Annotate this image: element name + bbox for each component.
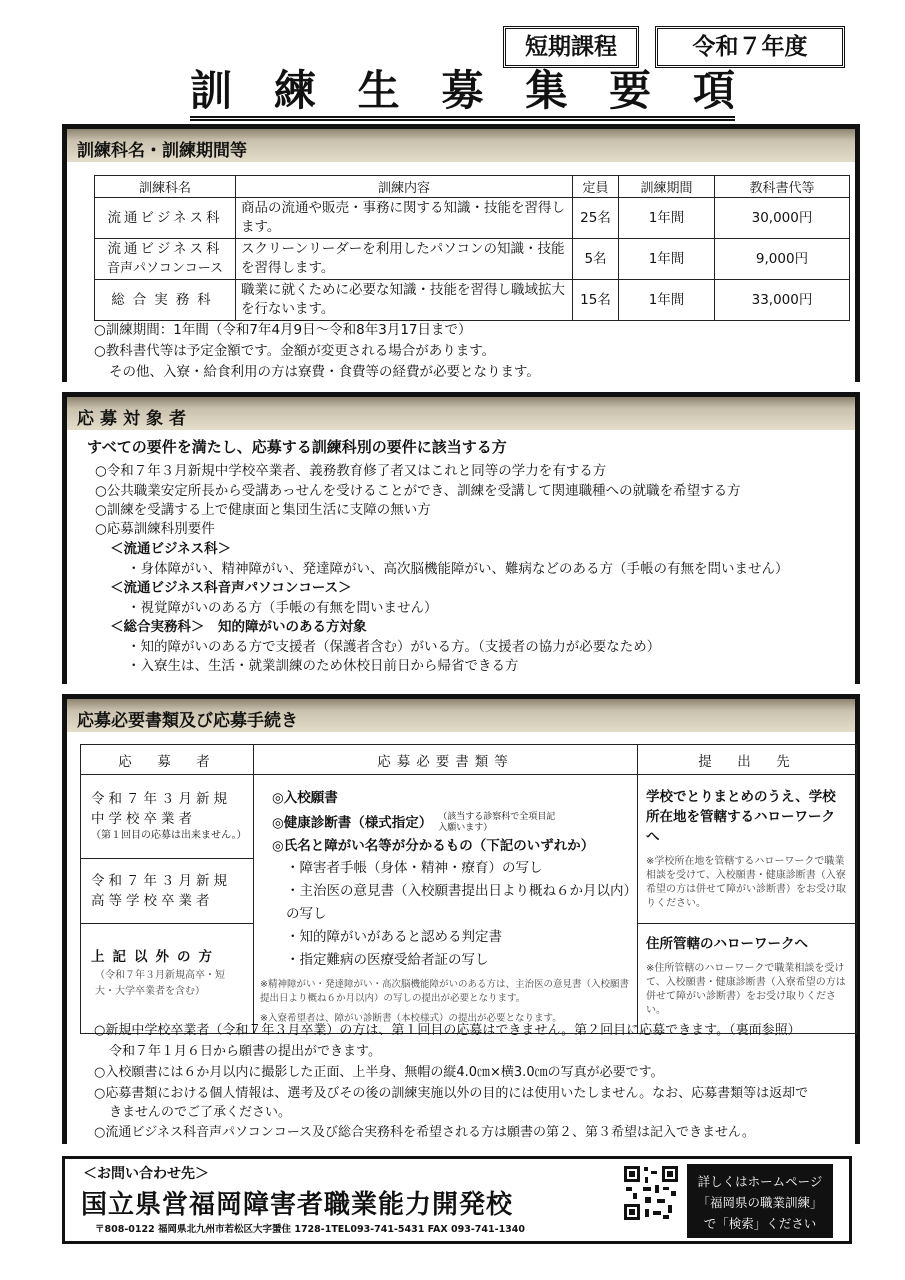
destination-cell: [638, 924, 857, 1034]
course-capacity: 5名: [573, 239, 619, 280]
docs-note-dormitory: ※入寮希望者は、障がい診断書（本校様式）の提出が必要となります。: [260, 1013, 562, 1024]
doc-health-certificate: ◎健康診断書（様式指定）: [272, 815, 433, 831]
applicant-cell: 令和７年３月新規高等学校卒業者: [81, 858, 254, 923]
school-address: 〒808-0122 福岡県北九州市若松区大字蜑住 1728-1TEL093-741-5431 FAX 093-741-1340: [95, 1224, 526, 1235]
course-name: 総合実務科: [95, 280, 236, 321]
section-eligibility: [62, 392, 860, 684]
school-name: 国立県営福岡障害者職業能力開発校: [81, 1190, 514, 1220]
section-heading: 訓練科名・訓練期間等: [67, 124, 855, 162]
homepage-search-box: [687, 1164, 833, 1238]
courses-table: [94, 175, 850, 321]
page-title: [190, 66, 735, 121]
course-content: 商品の流通や販売・事務に関する知識・技能を習得します。: [236, 198, 573, 239]
table-row: [95, 198, 850, 239]
title-char: 項: [692, 66, 735, 115]
col-header: 教科書代等: [715, 176, 850, 198]
docs-note-medical-opinion: ※精神障がい・発達障がい・高次脳機能障がいのある方は、主治医の意見書（入校願書提出日より概ね６か月以内）の写しの提出が必要となります。: [260, 979, 629, 1004]
col-header: 訓練科名: [95, 176, 236, 198]
col-header: 定員: [573, 176, 619, 198]
course-requirement-heading: ＜流通ビジネス科＞: [110, 541, 232, 557]
contact-footer: [62, 1156, 852, 1244]
destination-local: 住所管轄のハローワークへ: [646, 936, 808, 952]
doc-option: ・主治医の意見書（入校願書提出日より概ね６か月以内）の写し: [286, 883, 631, 922]
course-name: 流通ビジネス科 音声パソコンコース: [95, 239, 236, 280]
applicant-cell: 上記以外の方 （令和７年３月新規高卒・短大・大学卒業者を含む）: [81, 924, 254, 1034]
course-content: スクリーンリーダーを利用したパソコンの知識・技能を習得します。: [236, 239, 573, 280]
search-instruction: で「検索」ください: [703, 1216, 817, 1231]
requirement-item: ○応募訓練科別要件: [95, 521, 215, 537]
section-courses: [62, 124, 860, 382]
course-cost: 33,000円: [715, 280, 850, 321]
doc-disability-proof: ◎氏名と障がい名等が分かるもの（下記のいずれか）: [272, 838, 595, 854]
course-period: 1年間: [619, 280, 715, 321]
course-type-tag: 短期課程: [503, 26, 639, 68]
course-capacity: 25名: [573, 198, 619, 239]
title-char: 募: [441, 66, 484, 115]
table-row: [81, 775, 857, 859]
cost-note: ○教科書代等は予定金額です。金額が変更される場合があります。: [94, 343, 496, 359]
doc-option: ・障害者手帳（身体・精神・療育）の写し: [286, 860, 543, 876]
table-header-row: [81, 745, 857, 775]
choice-note: ○流通ビジネス科音声パソコンコース及び総合実務科を希望される方は願書の第２、第３希望は記入できません。: [94, 1125, 755, 1140]
course-cost: 9,000円: [715, 239, 850, 280]
period-note: ○訓練期間：1年間（令和7年4月9日～令和8年3月17日まで）: [94, 322, 472, 338]
col-header: 応 募 者: [81, 745, 254, 775]
section-heading: 応募対象者: [67, 392, 855, 430]
homepage-label: 詳しくはホームページ: [697, 1174, 823, 1189]
privacy-note-cont: きませんのでご了承ください。: [109, 1105, 292, 1120]
photo-note: ○入校願書には６か月以内に撮影した正面、上半身、無帽の縦4.0㎝×横3.0㎝の写真が必要です。: [94, 1065, 664, 1080]
course-period: 1年間: [619, 198, 715, 239]
requirement-item: ・身体障がい、精神障がい、発達障がい、高次脳機能障がい、難病などのある方（手帳の有無を問いません）: [127, 561, 789, 577]
table-row: [95, 280, 850, 321]
table-header-row: [95, 176, 850, 198]
table-row: [95, 239, 850, 280]
destination-note: ※住所管轄のハローワークで職業相談を受けて、入校願書・健康診断書（入寮希望の方は併せて障がい診断書）をお受け取りください。: [646, 963, 846, 1016]
qr-code[interactable]: [623, 1165, 679, 1221]
applicant-cell: 令和７年３月新規中学校卒業者 （第１回目の応募は出来ません。）: [81, 775, 254, 859]
title-char: 集: [525, 66, 568, 115]
dorm-note: その他、入寮・給食利用の方は寮費・食費等の経費が必要となります。: [109, 364, 540, 380]
doc-option: ・知的障がいがあると認める判定書: [286, 929, 502, 945]
course-name: 流通ビジネス科: [95, 198, 236, 239]
application-table: [80, 744, 857, 1034]
course-requirement-heading: ＜総合実務科＞ 知的障がいのある方対象: [110, 619, 367, 635]
requirement-item: ○令和７年３月新規中学校卒業者、義務教育修了者又はこれと同等の学力を有する方: [95, 463, 607, 479]
course-capacity: 15名: [573, 280, 619, 321]
doc-option: ・指定難病の医療受給者証の写し: [286, 952, 489, 968]
section-application: [62, 694, 860, 1144]
fiscal-year-tag: 令和７年度: [655, 26, 845, 68]
junior-high-note-date: 令和７年１月６日から願書の提出ができます。: [109, 1044, 381, 1059]
requirement-item: ・視覚障がいのある方（手帳の有無を問いません）: [127, 600, 438, 616]
title-char: 要: [609, 66, 652, 115]
requirement-item: ・入寮生は、生活・就業訓練のため休校日前日から帰省できる方: [127, 658, 519, 674]
col-header: 訓練内容: [236, 176, 573, 198]
health-certificate-note: （該当する診察科で全項目記入願います）: [438, 812, 556, 833]
destination-note: ※学校所在地を管轄するハローワークで職業相談を受けて、入校願書・健康診断書（入寮希望の方は併せて障がい診断書）をお受け取りください。: [646, 856, 846, 909]
course-content: 職業に就くために必要な知識・技能を習得し職域拡大を行ないます。: [236, 280, 573, 321]
inquiry-label: ＜お問い合わせ先＞: [83, 1166, 209, 1182]
col-header: 訓練期間: [619, 176, 715, 198]
requirement-item: ・知的障がいのある方で支援者（保護者含む）がいる方。（支援者の協力が必要なため）: [127, 639, 661, 655]
eligibility-lead: すべての要件を満たし、応募する訓練科別の要件に該当する方: [87, 438, 507, 456]
required-docs-cell: [254, 775, 638, 1034]
title-char: 練: [273, 66, 316, 115]
col-header: 応募必要書類等: [254, 745, 638, 775]
title-char: 訓: [190, 66, 233, 115]
doc-application-form: ◎入校願書: [272, 790, 338, 806]
privacy-note: ○応募書類における個人情報は、選考及びその後の訓練実施以外の目的には使用いたしません。なお、応募書類等は返却で: [94, 1086, 809, 1101]
requirement-item: ○訓練を受講する上で健康面と集団生活に支障の無い方: [95, 502, 431, 518]
section-heading: 応募必要書類及び応募手続き: [67, 694, 855, 732]
title-char: 生: [357, 66, 400, 115]
qr-code-icon: [623, 1165, 679, 1221]
col-header: 提 出 先: [638, 745, 857, 775]
course-cost: 30,000円: [715, 198, 850, 239]
course-requirement-heading: ＜流通ビジネス科音声パソコンコース＞: [110, 580, 352, 596]
destination-school: 学校でとりまとめのうえ、学校所在地を管轄するハローワークへ: [646, 789, 836, 845]
destination-cell: [638, 775, 857, 924]
junior-high-note: ○新規中学校卒業者（令和７年３月卒業）の方は、第１回目の応募はできません。第２回目に応募できます。（裏面参照）: [94, 1023, 801, 1038]
course-period: 1年間: [619, 239, 715, 280]
search-keyword: 「福岡県の職業訓練」: [697, 1195, 823, 1210]
requirement-item: ○公共職業安定所長から受講あっせんを受けることができ、訓練を受講して関連職種への就職を希望する方: [95, 483, 741, 499]
